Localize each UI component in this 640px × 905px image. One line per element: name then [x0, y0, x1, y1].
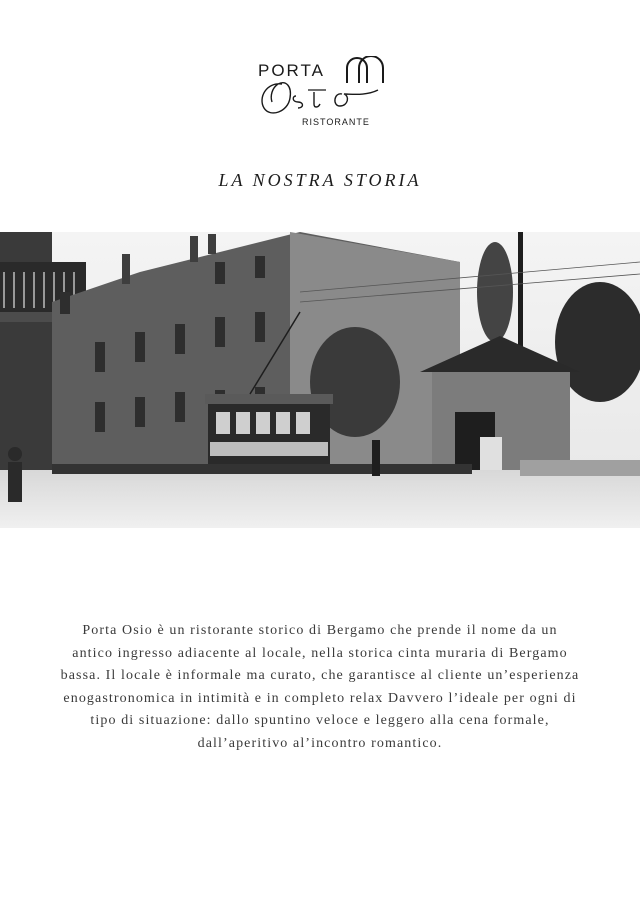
historic-photo [0, 232, 640, 528]
logo-ristorante-text: RISTORANTE [302, 117, 370, 127]
section-title: LA NOSTRA STORIA [218, 170, 422, 190]
historic-photo-tram-street-icon [0, 232, 640, 528]
logo-porta-text: PORTA [258, 61, 325, 80]
story-paragraph: Porta Osio è un ristorante storico di Bergamo che prende il nome da un antico ingresso adiacente al locale, nella storica cinta muraria di Bergamo bassa. Il locale è informale ma curato, che garantisce al cliente un’esperienza enogastronomica in intimità e in completo relax Davvero l’ideale per ogni di tipo di situazione: dallo spuntino veloce e leggero alla cena formale, dall’aperitivo al’incontro romantico. [60, 623, 580, 751]
restaurant-logo [250, 52, 390, 130]
logo-osio-script [256, 78, 386, 120]
